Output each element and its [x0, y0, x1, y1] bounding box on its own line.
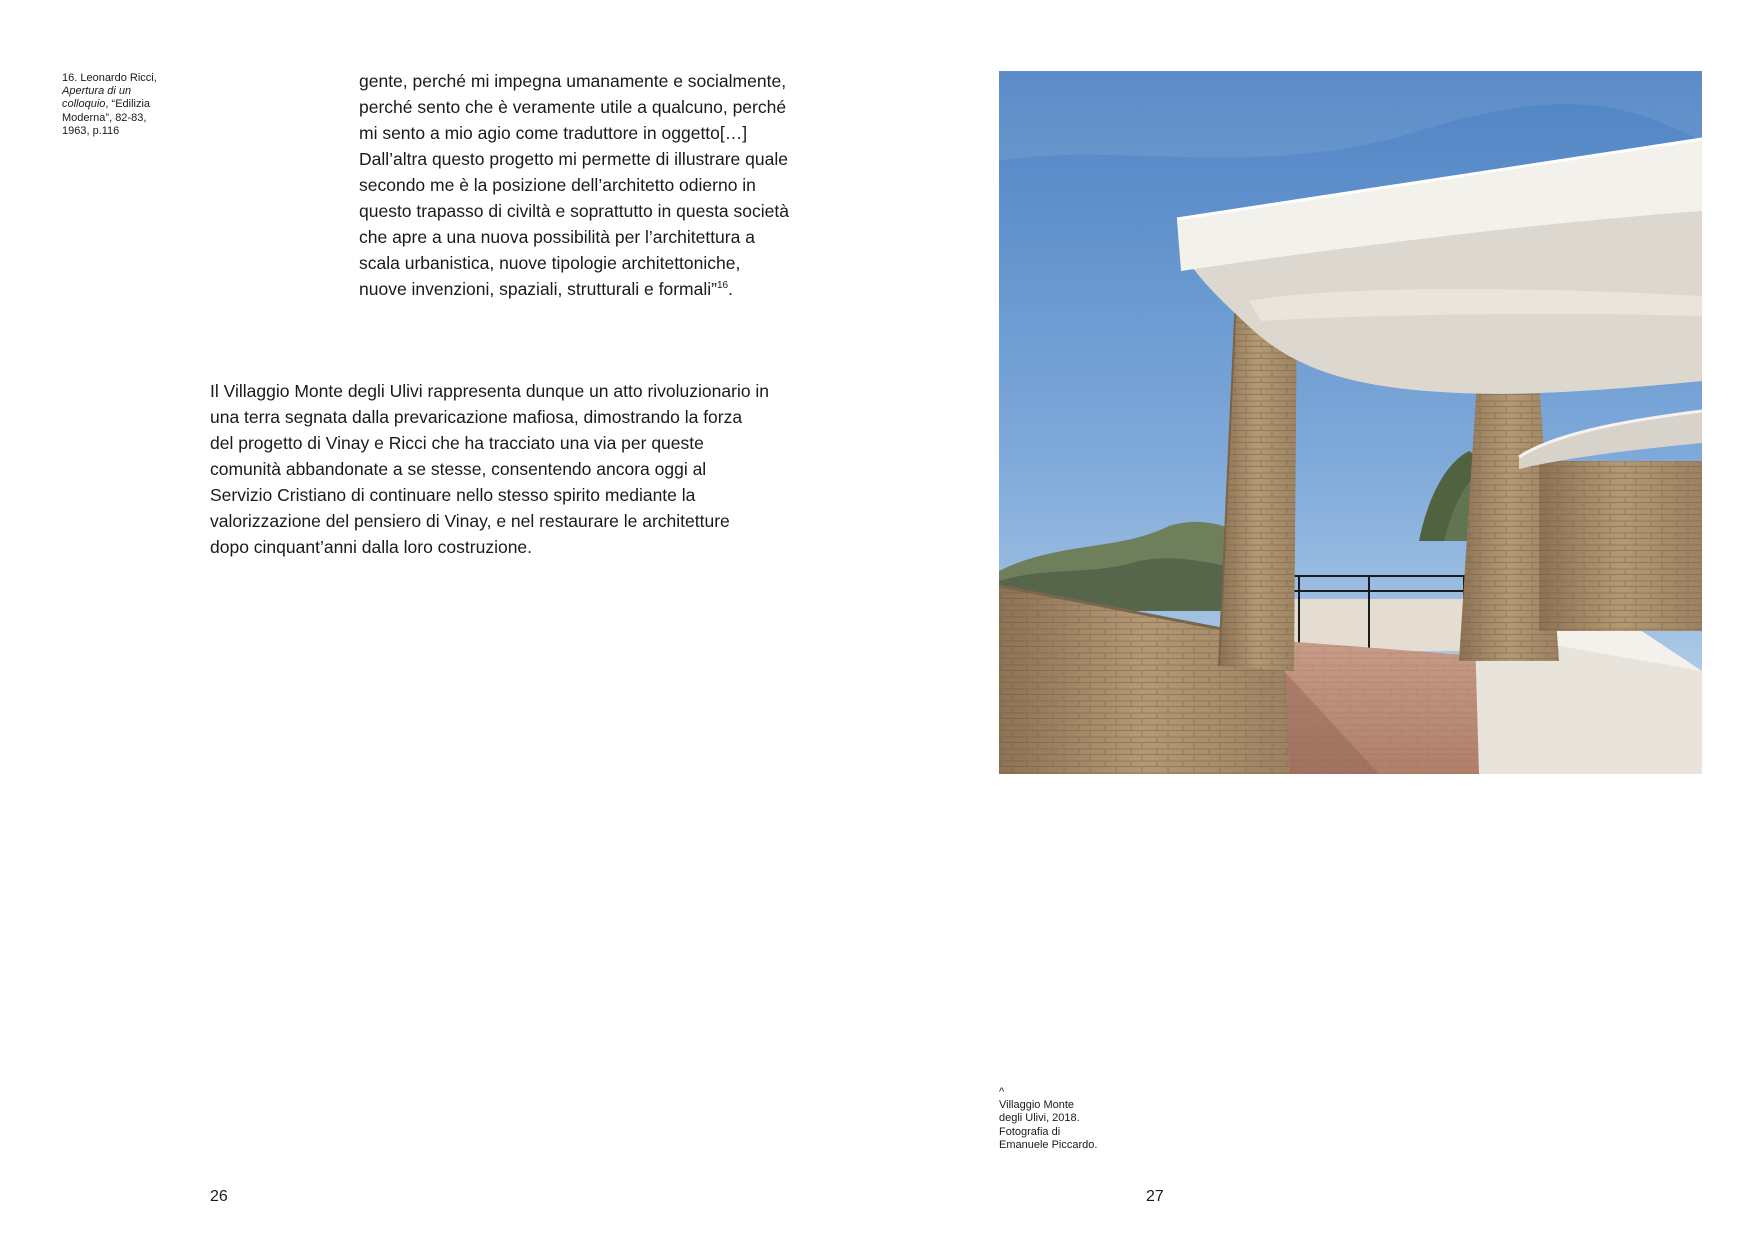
caption-marker: ^ — [999, 1086, 1005, 1098]
quote-text: gente, perché mi impegna umanamente e socialmente, perché sento che è veramente utile a qualcuno, perché mi sento a mio agio come traduttore in oggetto[…] Dall’altra questo progetto mi permette di illustrare quale secondo me è la posizione dell’architetto odierno in questo trapasso di civiltà e soprattutto in questa società che apre a una nuova possibilità per l’architettura a scala urbanistica, nuove tipologie architettoniche, nuove invenzioni, spaziali, strutturali e formali” — [359, 71, 789, 299]
caption-line: degli Ulivi, 2018. — [999, 1112, 1080, 1125]
photo-caption — [999, 1086, 1139, 1152]
footnote-title: Apertura di un colloquio — [62, 85, 132, 111]
architecture-photo — [999, 71, 1702, 774]
body-paragraph: Il Villaggio Monte degli Ulivi rappresenta dunque un atto rivoluzionario in una terra segnata dalla prevaricazione mafiosa, dimostrando la forza del progetto di Vinay e Ricci che ha tracciato una via per queste comunità abbandonate a se stesse, consentendo ancora oggi al Servizio Cristiano di continuare nello stesso spirito mediante la valorizzazione del pensiero di Vinay, e nel restaurare le architetture dopo cinquant’anni dalla loro costruzione. — [210, 381, 770, 557]
quote-end: . — [728, 279, 733, 299]
caption-line: Emanuele Piccardo. — [999, 1138, 1098, 1151]
quote-block — [359, 68, 789, 302]
footnote-reference: 16 — [716, 280, 729, 292]
caption-line: Villaggio Monte — [999, 1099, 1075, 1112]
page-number-right: 27 — [1146, 1188, 1164, 1205]
page-number-left: 26 — [210, 1188, 228, 1205]
footnote — [62, 72, 172, 138]
footnote-prefix: 16. Leonardo Ricci, — [62, 72, 157, 84]
caption-line: Fotografia di — [999, 1125, 1061, 1138]
footnote-rest: , “Edilizia Moderna”, 82-83, 1963, p.116 — [62, 98, 151, 137]
right-page — [874, 0, 1748, 1240]
